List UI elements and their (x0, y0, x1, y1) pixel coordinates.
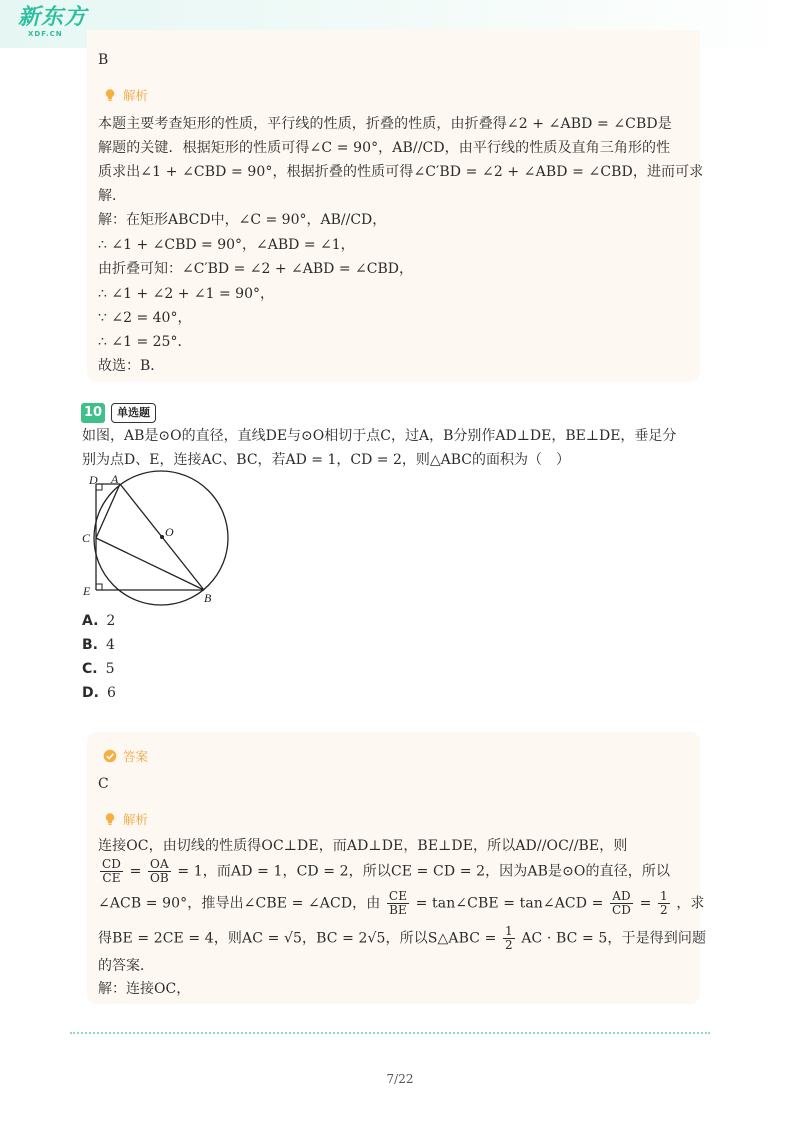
q10-analysis-header (103, 810, 148, 828)
q10-analysis-line: ∠ACB = 90°，推导出∠CBE = ∠ACD，由 $\frac{CE}{BE}$ = tan∠CBE = tan∠ACD = $\frac{AD}{CD}$ = $\frac{1}{2}$ ，求 (98, 889, 705, 917)
q10-stem-line: 别为点D、E，连接AC、BC，若AD = 1，CD = 2，则△ABC的面积为（ ） (82, 452, 571, 468)
option-b[interactable] (82, 636, 115, 654)
option-a[interactable] (82, 612, 115, 630)
q9-analysis-line: 本题主要考查矩形的性质，平行线的性质，折叠的性质，由折叠得∠2 + ∠ABD = ∠CBD是 (98, 116, 672, 132)
q10-analysis-line: 连接OC，由切线的性质得OC⊥DE，而AD⊥DE，BE⊥DE，所以AD//OC//BE，则 (98, 838, 628, 854)
option-value: 6 (106, 685, 116, 701)
option-value: 2 (106, 613, 116, 629)
option-c[interactable] (82, 660, 115, 678)
label-a: A (111, 472, 119, 486)
q9-analysis-line: 由折叠可知：∠C′BD = ∠2 + ∠ABD = ∠CBD， (98, 261, 413, 277)
q9-solution-card (87, 30, 700, 382)
logo-text-cn: 新东方 (18, 5, 88, 30)
label-c: C (82, 531, 91, 545)
fraction: $\frac{1}{2}$ (505, 924, 513, 952)
q10-analysis-line: 的答案． (98, 958, 154, 974)
q10-answer-value: C (98, 776, 109, 792)
option-value: 5 (105, 661, 115, 677)
label-d: D (89, 473, 98, 487)
option-letter: A. (82, 613, 99, 629)
center-point-o (160, 535, 164, 539)
q9-analysis-line: 解题的关键．根据矩形的性质可得∠C = 90°，AB//CD，由平行线的性质及直角三角形的性 (98, 140, 671, 156)
q10-analysis-line: 解：连接OC， (98, 981, 191, 997)
segment-cb (96, 538, 204, 590)
q9-analysis-line: 故选：B． (98, 358, 165, 374)
fraction: $\frac{CD}{CE}$ (102, 857, 122, 885)
q9-analysis-line: ∵ ∠2 = 40°， (98, 310, 192, 326)
q10-analysis-line: $\frac{CD}{CE}$ = $\frac{OA}{OB}$ = 1，而AD = 1，CD = 2，所以CE = CD = 2，因为AB是⊙O的直径，所以 (102, 857, 671, 885)
q9-analysis-line: 质求出∠1 + ∠CBD = 90°，根据折叠的性质可得∠C′BD = ∠2 + ∠ABD = ∠CBD，进而可求 (98, 164, 704, 180)
question-number-badge: 10 (81, 403, 105, 423)
q9-analysis-line: ∴ ∠1 + ∠CBD = 90°，∠ABD = ∠1， (98, 237, 355, 253)
fraction: $\frac{AD}{CD}$ (612, 889, 632, 917)
option-letter: C. (82, 661, 98, 677)
q9-analysis-line: 解． (98, 188, 126, 204)
lightbulb-icon (103, 812, 117, 826)
lightbulb-icon (103, 88, 117, 102)
fraction: $\frac{OA}{OB}$ (149, 857, 169, 885)
footer-divider (70, 1032, 710, 1034)
q10-geometry-figure (80, 468, 240, 608)
label-o: O (165, 525, 174, 539)
check-circle-icon (103, 749, 117, 763)
option-value: 4 (106, 637, 115, 653)
label-e: E (83, 584, 91, 598)
q10-analysis-title: 解析 (123, 812, 149, 827)
q9-answer-value: B (98, 52, 109, 68)
q9-analysis-title: 解析 (123, 88, 149, 103)
fraction: $\frac{1}{2}$ (660, 889, 668, 917)
question-type-tag: 单选题 (111, 403, 156, 423)
brand-logo (18, 6, 87, 38)
q10-stem-line: 如图，AB是⊙O的直径，直线DE与⊙O相切于点C，过A，B分别作AD⊥DE，BE⊥DE，垂足分 (82, 428, 677, 444)
q9-analysis-line: 解：在矩形ABCD中，∠C = 90°，AB//CD， (98, 212, 387, 228)
option-letter: D. (82, 685, 99, 701)
option-d[interactable] (82, 684, 116, 702)
right-angle-mark-e (96, 584, 102, 590)
q10-analysis-line: 得BE = 2CE = 4，则AC = √5，BC = 2√5，所以S△ABC = $\frac{1}{2}$ AC · BC = 5，于是得到问题 (98, 924, 707, 952)
page-number: 7/22 (386, 1072, 414, 1086)
q10-answer-header (103, 747, 148, 765)
q10-answer-title: 答案 (123, 749, 149, 764)
fraction: $\frac{CE}{BE}$ (388, 889, 408, 917)
q9-analysis-line: ∴ ∠1 = 25°． (98, 334, 192, 350)
option-letter: B. (82, 637, 98, 653)
q9-analysis-line: ∴ ∠1 + ∠2 + ∠1 = 90°， (98, 286, 274, 302)
label-b: B (204, 591, 212, 605)
q9-analysis-header (103, 86, 148, 104)
logo-text-en: XDF.CN (28, 30, 63, 38)
